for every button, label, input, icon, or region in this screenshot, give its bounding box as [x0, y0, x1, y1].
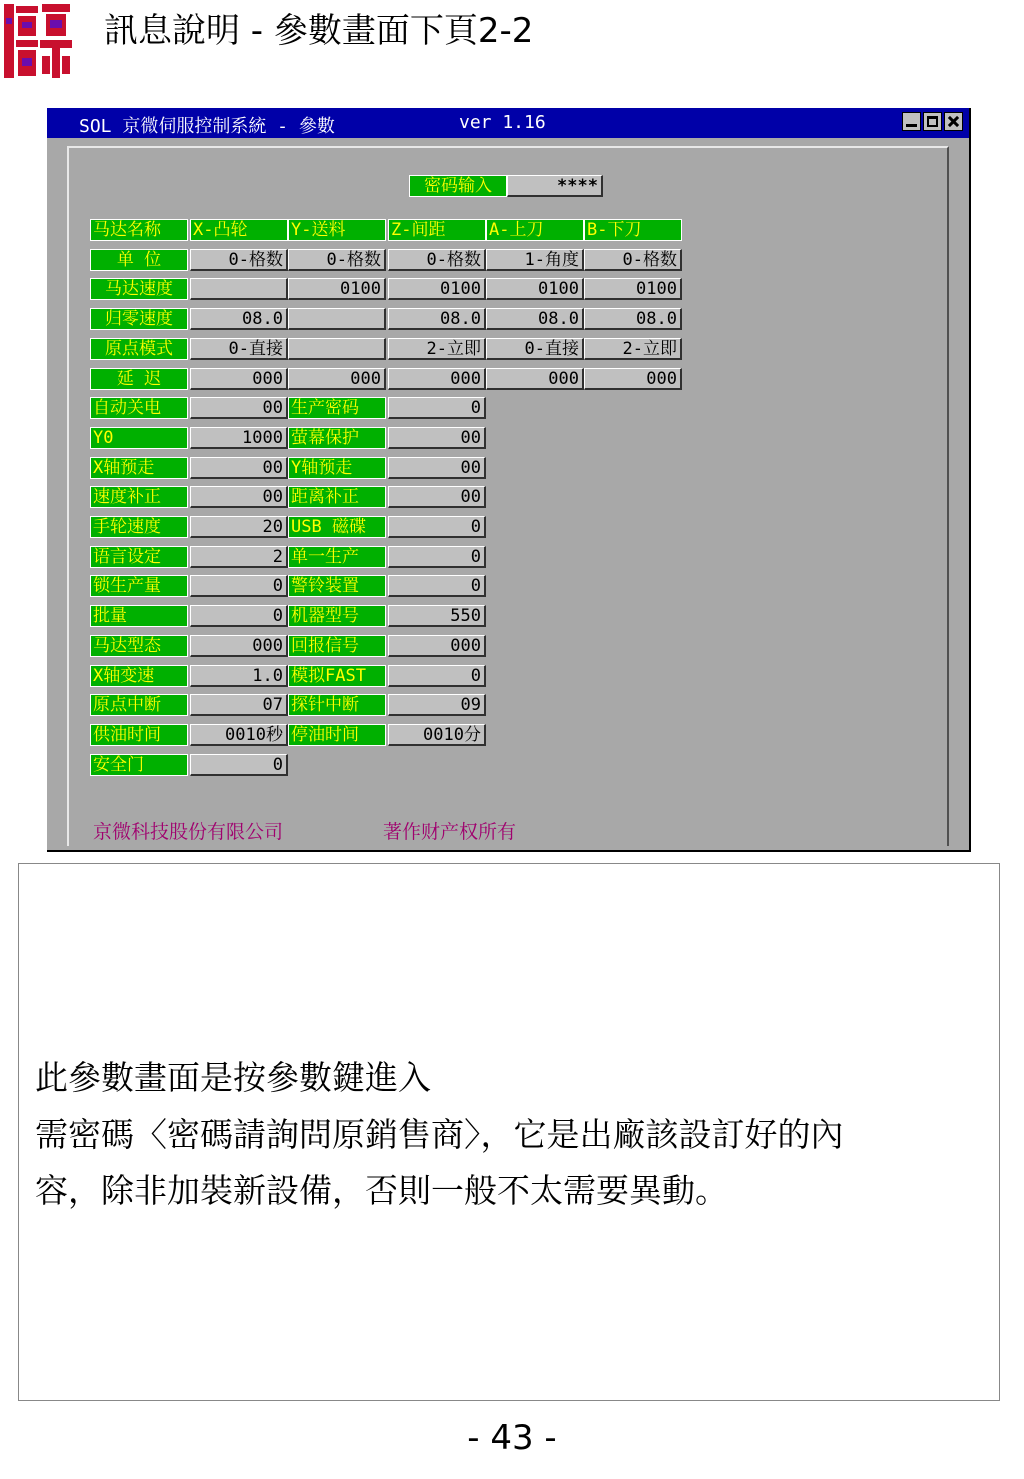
motor-param-value[interactable]: 000	[288, 368, 386, 390]
param-label: 机器型号	[288, 605, 386, 627]
page-number: - 43 -	[467, 1418, 557, 1458]
param-label: 安全门	[90, 754, 188, 776]
motor-param-value[interactable]: 000	[388, 368, 486, 390]
param-label: 批量	[90, 605, 188, 627]
param-value[interactable]: 00	[388, 427, 486, 449]
close-icon[interactable]	[944, 112, 963, 131]
motor-row-label: 原点模式	[90, 338, 188, 360]
motor-param-value[interactable]: 0100	[288, 278, 386, 300]
param-label: 自动关电	[90, 397, 188, 419]
param-label: 语言设定	[90, 546, 188, 568]
window-title: SOL 京微伺服控制系統 - 參數	[79, 116, 335, 137]
motor-name-label: 马达名称	[90, 219, 188, 241]
motor-param-value[interactable]: 000	[190, 368, 288, 390]
motor-row-label: 延 迟	[90, 368, 188, 390]
param-label: 马达型态	[90, 635, 188, 657]
motor-param-value[interactable]: 08.0	[388, 308, 486, 330]
minimize-icon[interactable]	[902, 112, 921, 131]
param-label: 探针中断	[288, 694, 386, 716]
password-input[interactable]: ****	[507, 175, 603, 197]
copyright-notice: 著作财产权所有	[383, 821, 517, 843]
motor-row-label: 归零速度	[90, 308, 188, 330]
motor-param-value[interactable]: 0100	[584, 278, 682, 300]
param-value[interactable]: 00	[388, 457, 486, 479]
motor-column-header: Z-间距	[388, 219, 486, 241]
motor-param-value[interactable]: 0-格数	[190, 249, 288, 271]
company-logo	[2, 0, 74, 82]
window-titlebar[interactable]	[47, 108, 969, 138]
motor-param-value[interactable]: 0-直接	[190, 338, 288, 360]
param-label: 手轮速度	[90, 516, 188, 538]
motor-param-value[interactable]	[288, 338, 386, 360]
param-label: 回报信号	[288, 635, 386, 657]
param-label: 原点中断	[90, 694, 188, 716]
param-value[interactable]: 09	[388, 694, 486, 716]
motor-param-value[interactable]	[288, 308, 386, 330]
description-line: 容，除非加裝新設備，否則一般不太需要異動。	[35, 1171, 728, 1210]
param-label: 生产密码	[288, 397, 386, 419]
param-value[interactable]: 2	[190, 546, 288, 568]
company-name: 京微科技股份有限公司	[93, 821, 284, 843]
param-value[interactable]: 00	[190, 457, 288, 479]
motor-param-value[interactable]: 0100	[486, 278, 584, 300]
version-label: ver 1.16	[459, 112, 546, 133]
param-value[interactable]: 0	[388, 397, 486, 419]
param-label: 模拟FAST	[288, 665, 386, 687]
param-value[interactable]: 0	[388, 665, 486, 687]
param-label: 停油时间	[288, 724, 386, 746]
motor-param-value[interactable]: 08.0	[486, 308, 584, 330]
parameter-window	[47, 108, 971, 852]
description-line: 需密碼〈密碼請詢問原銷售商〉，它是出廠該設訂好的內	[35, 1115, 844, 1154]
motor-param-value[interactable]: 0-直接	[486, 338, 584, 360]
param-label: USB 磁碟	[288, 516, 386, 538]
param-label: 单一生产	[288, 546, 386, 568]
motor-param-value[interactable]: 08.0	[584, 308, 682, 330]
param-label: 速度补正	[90, 486, 188, 508]
param-label: 警铃装置	[288, 575, 386, 597]
param-value[interactable]: 000	[190, 635, 288, 657]
param-value[interactable]: 0010秒	[190, 724, 288, 746]
motor-param-value[interactable]: 2-立即	[388, 338, 486, 360]
page-title: 訊息說明 - 參數畫面下頁2-2	[104, 11, 534, 51]
param-value[interactable]: 1000	[190, 427, 288, 449]
motor-param-value[interactable]	[190, 278, 288, 300]
param-label: 距离补正	[288, 486, 386, 508]
param-label: X轴变速	[90, 665, 188, 687]
param-label: Y轴预走	[288, 457, 386, 479]
param-value[interactable]: 0010分	[388, 724, 486, 746]
motor-column-header: Y-送料	[288, 219, 386, 241]
motor-param-value[interactable]: 0-格数	[288, 249, 386, 271]
param-value[interactable]: 20	[190, 516, 288, 538]
param-label: Y0	[90, 427, 188, 449]
param-value[interactable]: 00	[190, 397, 288, 419]
param-value[interactable]: 0	[388, 575, 486, 597]
motor-column-header: B-下刀	[584, 219, 682, 241]
motor-row-label: 马达速度	[90, 278, 188, 300]
param-value[interactable]: 0	[190, 605, 288, 627]
motor-param-value[interactable]: 0-格数	[584, 249, 682, 271]
motor-row-label: 单 位	[90, 249, 188, 271]
param-value[interactable]: 0	[190, 754, 288, 776]
param-value[interactable]: 550	[388, 605, 486, 627]
motor-column-header: A-上刀	[486, 219, 584, 241]
maximize-icon[interactable]	[923, 112, 942, 131]
motor-param-value[interactable]: 2-立即	[584, 338, 682, 360]
param-value[interactable]: 0	[388, 516, 486, 538]
motor-param-value[interactable]: 1-角度	[486, 249, 584, 271]
param-value[interactable]: 07	[190, 694, 288, 716]
password-label: 密码输入	[409, 175, 507, 197]
param-label: 锁生产量	[90, 575, 188, 597]
motor-param-value[interactable]: 0100	[388, 278, 486, 300]
motor-column-header: X-凸轮	[190, 219, 288, 241]
param-label: 供油时间	[90, 724, 188, 746]
motor-param-value[interactable]: 0-格数	[388, 249, 486, 271]
param-value[interactable]: 0	[190, 575, 288, 597]
motor-param-value[interactable]: 000	[584, 368, 682, 390]
param-value[interactable]: 00	[388, 486, 486, 508]
motor-param-value[interactable]: 08.0	[190, 308, 288, 330]
param-label: X轴预走	[90, 457, 188, 479]
param-label: 萤幕保护	[288, 427, 386, 449]
description-box	[18, 863, 1000, 1401]
param-value[interactable]: 000	[388, 635, 486, 657]
window-controls	[902, 112, 963, 131]
description-line: 此參數畫面是按參數鍵進入	[35, 1058, 431, 1097]
param-value[interactable]: 1.0	[190, 665, 288, 687]
param-value[interactable]: 00	[190, 486, 288, 508]
motor-param-value[interactable]: 000	[486, 368, 584, 390]
param-value[interactable]: 0	[388, 546, 486, 568]
